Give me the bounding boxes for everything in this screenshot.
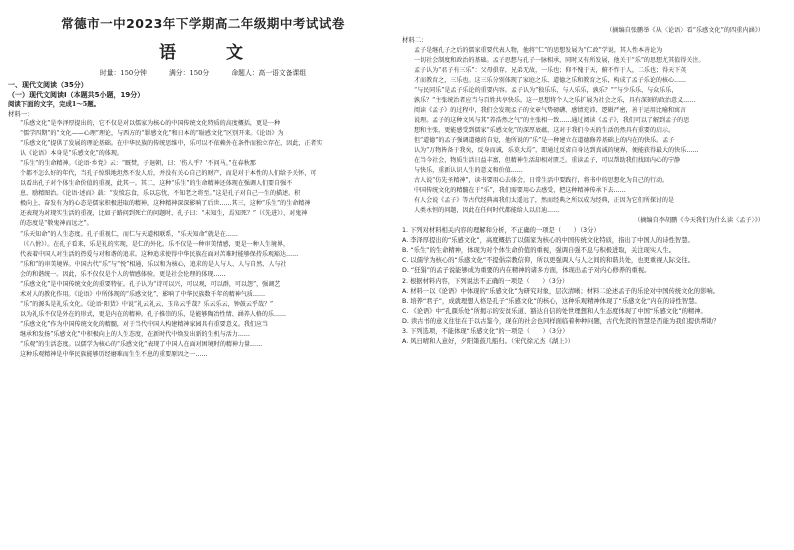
question-line: D. 读古书的意义往往在于以古鉴今，现在的社会也同样面临着种种问题，古代先贤的智慧是否能为我们提供帮助？	[402, 317, 720, 325]
paragraph-line: 孟子认为“君子有三乐”：父母俱存，兄弟无故，一乐也；仰不愧于天，俯不怍于人，二乐也；得天下英	[414, 66, 687, 74]
paragraph-line: “乐感文化”作为中国传统文化的精髓，对于当代中国人构建精神家园具有重要意义。我们应当	[20, 320, 269, 328]
paragraph-line: “儒学四期”的“文化——心理”理论，与西方的“罪感文化”和日本的“耻感文化”区别开来。《论语》为	[20, 130, 284, 138]
section-heading: 一、现代文阅读（35分）	[8, 81, 88, 89]
paragraph-line: 会的和谐统一。因此，乐不仅仅是个人的情感体验，更是社会伦理的体现……	[20, 270, 226, 278]
exam-score: 满分：150分	[169, 69, 210, 77]
paragraph-line: 以为礼乐不仅是外在的形式，更是内在的精神。孔子推崇的乐，是能够陶冶性情、涵养人格的乐……	[20, 310, 287, 318]
paragraph-line: （《八佾》）。在孔子看来，乐是礼的实现，是仁的外化。乐不仅是一种审美情感，更是一种人生境界，	[20, 240, 290, 248]
question-line: B. “乐生”的生命精神，体现为对个体生命价值的重视，强调自强不息与积极进取，关注现实人生。	[402, 247, 676, 255]
paragraph-line: “乐感文化”提供了发展的理论基础。在中华民族的传统思维中，乐可以不依赖外在条件而独立存在，因此，正者实	[20, 140, 323, 148]
exam-author: 命题人：高一语文备课组	[231, 69, 307, 77]
paragraph-line: “乐和”的审美境界。中国古代“乐”与“悦”相通，乐以和为核心，追求的是人与人、人与自然、人与社	[20, 260, 287, 268]
question-list	[402, 226, 784, 347]
exam-meta	[8, 67, 398, 77]
paragraph-line: “乐观”的生活态度。以儒学为核心的“乐感文化”表现了中国人在面对困境时的精神力量……	[20, 341, 263, 349]
paragraph-line: “乐”的源头是礼乐文化。《论语·阳货》中说“礼云礼云，玉帛云乎哉？乐云乐云，钟鼓云乎哉？”	[20, 300, 274, 308]
paragraph-line: 孟子是继孔子之后的儒家重要代表人物，他将“仁”的思想发展为“仁政”学说，其人性本善论为	[414, 46, 663, 54]
paragraph-line: 代表着中国人对生活的热爱与对和谐的追求。这种追求使得中华民族在面对苦难时能够保持乐观豁达……	[20, 250, 299, 258]
paragraph-line: “乐感文化”是李泽厚提出的，它不仅是对以儒家为核心的中国传统文化特质的高度概括，更是一种	[20, 120, 281, 127]
subject-title: 语 文	[159, 43, 265, 63]
material2-text	[402, 46, 784, 217]
paragraph-line: 个都不怎么好的年代，当孔子惊惧地坦然不发人后，并没有关心自己的财产，而是对于本性的人们给予关怀，可	[20, 170, 317, 178]
paragraph-line: 一切社会制度和政治的基础。孟子思想与孔子一脉相承，同时又有所发展，他关于“乐”的思想尤其值得关注。	[414, 56, 705, 64]
question-line: C. 《论语》中“孔颜乐处”所揭示的安贫乐道、豁达自信的处世理想和人生态度体现了中国“乐感文化”的精神。	[402, 307, 707, 315]
paragraph-line: 这种乐观精神是中华民族能够历经磨难而生生不息的重要原因之一……	[20, 351, 208, 359]
source-citation-2: （摘编自李胡鹏《今天我们为什么读〈孟子〉》）	[634, 217, 764, 225]
paragraph-line: 中国传统文化的精髓在于“乐”，我们需要用心去感受，把这种精神传承下去……	[414, 187, 626, 195]
paragraph-line: 人类永恒的问题，因此在任何时代都能给人以启迪……	[414, 207, 560, 215]
paragraph-line: 阅读《孟子》的过程中，我们会发现孟子的文章气势磅礴、感情充沛、逻辑严密，善于运用比喻和寓言	[414, 106, 687, 114]
question-line: C. 以儒学为核心的“乐感文化”不提倡宗教信仰，所以更强调人与人之间的和谐共处，也更重视人际交往。	[402, 257, 694, 265]
question-line: D. “狂狷”的孟子说能够成为重要的内在精神的诸多方面，体现出孟子对内心修养的重视。	[402, 267, 651, 275]
paragraph-line: “乐天知命”的人生态度。孔子重视仁，而仁与天道相联系，“乐天知命”就是在……	[20, 230, 238, 238]
paragraph-line: “与民同乐”是孟子乐论的重要内容。孟子认为“独乐乐，与人乐乐，孰乐？”“与少乐乐，与众乐乐，	[414, 86, 678, 94]
paragraph-line: 继承和发扬“乐感文化”中积极向上的人生态度，在新时代中焕发出新的生机与活力……	[20, 330, 250, 338]
paragraph-line: “乐生”的生命精神。《论语·乡党》云：“厩焚，子退朝，曰：‘伤人乎？’不问马。”在春秋那	[20, 160, 256, 168]
left-column	[8, 14, 398, 360]
material2-label: 材料二：	[402, 36, 428, 44]
paragraph-line: 术对人的教化作用。《论语》中所体现的“乐感文化”，影响了中华民族数千年的精神气质……	[20, 290, 266, 298]
paragraph-line: 孰乐？”主张统治者应当与百姓共享快乐。这一思想将个人之乐扩展为社会之乐，具有深刻的政治意义……	[414, 96, 696, 104]
question-line: A. 李泽厚提出的“乐感文化”，高度概括了以儒家为核心的中国传统文化特质，指出了中国人的诗性智慧。	[402, 237, 694, 245]
paragraph-line: “乐感文化”是中国传统文化的重要特征。孔子认为“诗可以兴，可以观，可以群，可以怨”，强调艺	[20, 280, 281, 288]
reading-instruction: 阅读下面的文字，完成1～5题。	[8, 100, 100, 108]
material1-text	[8, 119, 398, 360]
subsection-heading: （一）现代文阅读Ⅰ（本题共5小题，19分）	[8, 91, 145, 99]
paragraph-line: 在当今社会，物质生活日益丰富，但精神生活却相对匮乏。重读孟子，可以帮助我们找回内心的宁静	[414, 157, 681, 165]
question-line: 2. 根据材料内容，下列说法不正确的一项是（ ）（3分）	[402, 277, 569, 285]
question-line: A. 材料一以《论语》中体现的“乐感文化”为研究对象，层次清晰；材料二论述孟子的乐论对中国传统文化的影响。	[402, 287, 719, 295]
paragraph-line: 但“道德”的孟子强调道德的自觉，他所说的“乐”是一种建立在道德修养基础上的内在的快乐。孟子	[414, 136, 675, 144]
paragraph-line: 与快乐，重新认识人生的意义和价值……	[414, 167, 523, 175]
exam-title: 常德市一中2023年下学期高二年级期中考试试卷	[61, 16, 345, 31]
paragraph-line: 说理。孟子的这种文风与其“养浩然之气”的主张相一致……通过阅读《孟子》，我们可以了解到孟子的思	[414, 116, 690, 124]
paragraph-line: 想和主张，更能感受到儒家“乐感文化”的深厚底蕴，这对于我们今天的生活仍然具有重要的启示。	[414, 126, 675, 134]
paragraph-line: 息、励精图治。《论语·述而》载：“发愤忘食，乐以忘忧，不知老之将至。”这是孔子对自己一生的描述。积	[20, 190, 301, 198]
question-line: B. 培养“君子”，成就理想人格是孔子“乐感文化”的核心，这种乐观精神体现了“乐感文化”内在的诗性智慧。	[402, 297, 701, 305]
paragraph-line: 以看出孔子对个体生命价值的重视，此其一。其二，这种“乐生”的生命精神还体现在强调人们要自强不	[20, 180, 293, 188]
paragraph-line: 认《论语》本身是“乐感文化”的体现。	[20, 150, 123, 158]
question-line: 1. 下列对材料相关内容的理解和分析，不正确的一项是（ ）（3分）	[402, 227, 600, 235]
source-citation-1: （摘编自张鹏举《从〈论语〉看“乐感文化”的四重内涵》）	[606, 27, 764, 34]
paragraph-line: 还表现为对现实生活的重视，比如子路问到死亡的问题时，孔子曰：“未知生，焉知死？”（《先进》），对鬼神	[20, 210, 308, 218]
question-line: A. 风日晴和人意好，夕阳箫鼓几船归。（宋代徐元杰《湖上》）	[402, 337, 574, 345]
paragraph-line: 认为“万物皆备于我矣，反身而诚，乐莫大焉”，即通过反省自身达到真诚的境界，便能获得最大的快乐……	[414, 146, 699, 154]
exam-time: 时量：150分钟	[99, 69, 147, 77]
material1-label: 材料一：	[8, 109, 34, 118]
paragraph-line: 古人说“仿先圣精神”，读书要用心去体会，日常生活中要践行，将书中的思想化为自己的行动。	[414, 177, 669, 185]
paragraph-line: 有人会说《孟子》等古代经典离我们太遥远了，然而经典之所以成为经典，正因为它们所探讨的是	[414, 197, 675, 205]
right-column	[402, 26, 784, 347]
paragraph-line: 极向上、奋发有为的心态是儒家积极进取的精神，这种精神深深影响了后世……其三，这种“乐生”的生命精神	[20, 200, 311, 208]
paragraph-line: 才而教育之，三乐也。这三乐分别体现了家庭之乐、道德之乐和教育之乐，构成了孟子乐论的核心……	[414, 76, 687, 84]
paragraph-line: 的态度是“敬鬼神而远之”。	[20, 220, 93, 228]
question-line: 3. 下列选项，不能体现“乐感文化”的一项是（ ）（3分）	[402, 327, 569, 335]
